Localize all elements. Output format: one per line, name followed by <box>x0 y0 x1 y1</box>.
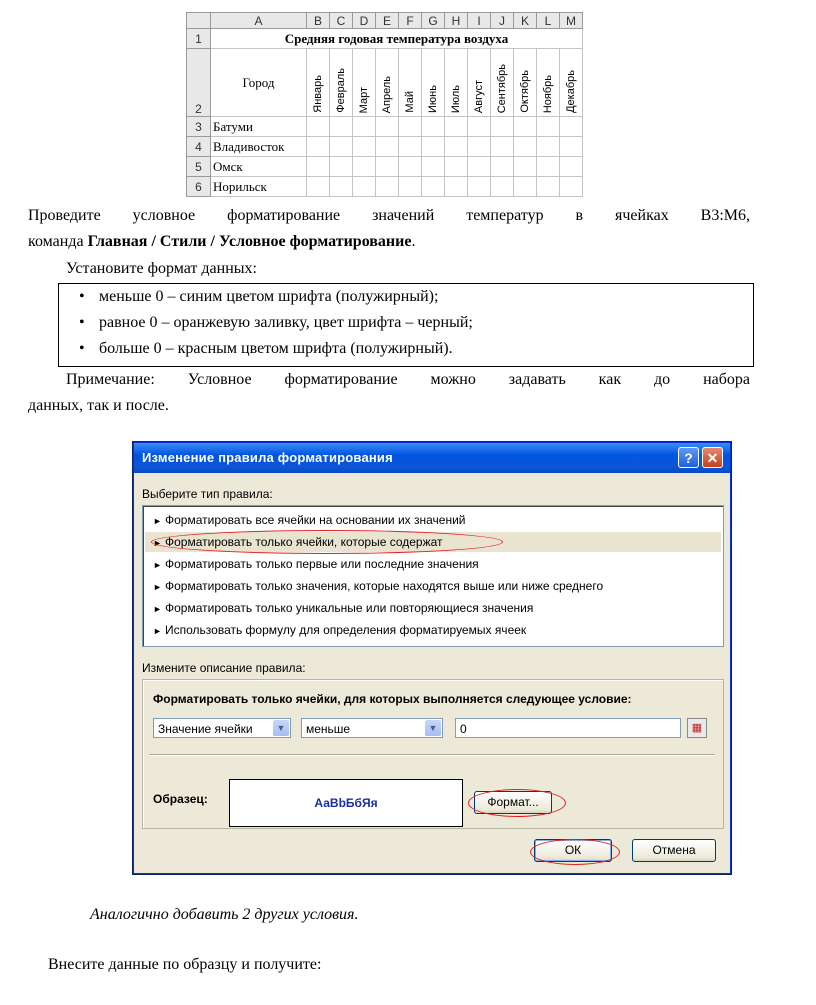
data-cell[interactable] <box>445 177 468 197</box>
month-header-cell[interactable]: Декабрь <box>560 49 583 117</box>
rule-text: больше 0 – красным цветом шрифта (полужирный). <box>99 340 453 357</box>
collapse-dialog-icon[interactable]: ▦ <box>687 718 707 738</box>
city-cell[interactable]: Норильск <box>211 177 307 197</box>
divider <box>149 754 715 756</box>
arrow-right-icon: ► <box>153 582 162 592</box>
data-cell[interactable] <box>468 137 491 157</box>
data-cell[interactable] <box>376 177 399 197</box>
instruction-command-path: Главная / Стили / Условное форматирование <box>87 233 412 250</box>
bullet-icon: • <box>79 340 85 357</box>
comparison-operator-dropdown[interactable] <box>301 718 443 738</box>
data-cell[interactable] <box>445 137 468 157</box>
data-cell[interactable] <box>514 177 537 197</box>
rule-type-label: Форматировать только ячейки, которые содержат <box>165 535 443 549</box>
data-cell[interactable] <box>491 177 514 197</box>
arrow-right-icon: ► <box>153 516 162 526</box>
data-cell[interactable] <box>560 117 583 137</box>
format-preview: АаВbБбЯя <box>229 779 463 827</box>
rule-type-label: Форматировать все ячейки на основании их значений <box>165 513 466 527</box>
comparison-operator-value: меньше <box>306 722 351 736</box>
data-cell[interactable] <box>422 157 445 177</box>
data-cell[interactable] <box>514 137 537 157</box>
city-header-cell[interactable]: Город <box>211 49 307 117</box>
arrow-right-icon: ► <box>153 560 162 570</box>
rule-list-item <box>79 336 753 362</box>
ok-button[interactable]: ОК <box>534 839 612 862</box>
arrow-right-icon: ► <box>153 538 162 548</box>
rule-text: равное 0 – оранжевую заливку, цвет шрифта – черный; <box>99 314 473 331</box>
sheet-corner[interactable] <box>187 13 211 29</box>
condition-heading: Форматировать только ячейки, для которых выполняется следующее условие: <box>153 692 632 706</box>
data-cell[interactable] <box>491 117 514 137</box>
condition-value-input[interactable]: 0 <box>455 718 681 738</box>
rules-list <box>59 284 753 362</box>
data-cell[interactable] <box>399 157 422 177</box>
sheet-title-cell[interactable]: Средняя годовая температура воздуха <box>211 29 583 49</box>
data-cell[interactable] <box>468 157 491 177</box>
annotation-oval <box>530 839 620 865</box>
edit-formatting-rule-dialog <box>133 442 731 874</box>
month-header-cell[interactable]: Апрель <box>376 49 399 117</box>
column-header[interactable]: I <box>468 13 491 29</box>
column-header[interactable]: A <box>211 13 307 29</box>
format-button[interactable]: Формат... <box>474 791 552 814</box>
rule-type-item[interactable] <box>153 598 719 618</box>
rule-type-item[interactable] <box>153 620 719 640</box>
rule-text: меньше 0 – синим цветом шрифта (полужирный); <box>99 288 439 305</box>
month-header-cell[interactable]: Июнь <box>422 49 445 117</box>
instruction-command-prefix: команда <box>28 233 88 250</box>
column-header[interactable]: C <box>330 13 353 29</box>
bullet-icon: • <box>79 288 85 305</box>
month-header-cell[interactable]: Сентябрь <box>491 49 514 117</box>
column-header[interactable]: H <box>445 13 468 29</box>
column-header[interactable]: K <box>514 13 537 29</box>
note-line-2: данных, так и после. <box>28 397 169 414</box>
month-header-cell[interactable]: Февраль <box>330 49 353 117</box>
arrow-right-icon: ► <box>153 604 162 614</box>
row-header[interactable]: 1 <box>187 29 211 49</box>
column-header[interactable]: L <box>537 13 560 29</box>
data-cell[interactable] <box>376 137 399 157</box>
rule-list-item <box>79 310 753 336</box>
month-header-cell[interactable]: Май <box>399 49 422 117</box>
dialog-titlebar[interactable] <box>134 443 730 473</box>
rule-list-item <box>79 284 753 310</box>
column-header[interactable]: M <box>560 13 583 29</box>
month-header-cell[interactable]: Август <box>468 49 491 117</box>
column-header[interactable]: D <box>353 13 376 29</box>
city-cell[interactable]: Омск <box>211 157 307 177</box>
rule-type-label: Использовать формулу для определения форматируемых ячеек <box>165 623 527 637</box>
column-header[interactable]: B <box>307 13 330 29</box>
row-header[interactable]: 6 <box>187 177 211 197</box>
data-cell[interactable] <box>560 137 583 157</box>
help-button[interactable]: ? <box>678 447 699 468</box>
data-cell[interactable] <box>307 157 330 177</box>
data-cell[interactable] <box>330 157 353 177</box>
data-cell[interactable] <box>330 177 353 197</box>
data-cell[interactable] <box>353 137 376 157</box>
data-cell[interactable] <box>353 117 376 137</box>
annotation-oval <box>468 789 566 817</box>
rule-type-label: Форматировать только уникальные или повторяющиеся значения <box>165 601 534 615</box>
data-cell[interactable] <box>399 177 422 197</box>
edit-description-label: Измените описание правила: <box>142 661 306 675</box>
rule-type-item[interactable] <box>153 554 719 574</box>
condition-source-value: Значение ячейки <box>158 722 253 736</box>
set-format-text: Установите формат данных: <box>66 260 257 277</box>
row-header[interactable]: 2 <box>187 49 211 117</box>
data-cell[interactable] <box>537 177 560 197</box>
data-cell[interactable] <box>376 117 399 137</box>
data-cell[interactable] <box>514 157 537 177</box>
data-cell[interactable] <box>307 117 330 137</box>
rules-box <box>58 283 754 367</box>
annotation-oval <box>151 530 503 554</box>
data-cell[interactable] <box>560 177 583 197</box>
month-header-cell[interactable]: Октябрь <box>514 49 537 117</box>
similarly-note: Аналогично добавить 2 других условия. <box>90 906 359 923</box>
row-header[interactable]: 3 <box>187 117 211 137</box>
data-cell[interactable] <box>445 117 468 137</box>
data-cell[interactable] <box>537 137 560 157</box>
note-line-1: Примечание: Условное форматирование можно задавать как до набора <box>66 371 750 388</box>
rule-type-label: Форматировать только значения, которые находятся выше или ниже среднего <box>165 579 604 593</box>
column-header[interactable]: J <box>491 13 514 29</box>
data-cell[interactable] <box>353 177 376 197</box>
data-cell[interactable] <box>491 137 514 157</box>
instruction-command-suffix: . <box>411 233 416 250</box>
column-header[interactable]: G <box>422 13 445 29</box>
data-cell[interactable] <box>422 117 445 137</box>
column-header[interactable]: F <box>399 13 422 29</box>
chevron-down-icon[interactable]: ▼ <box>273 720 289 736</box>
data-cell[interactable] <box>422 137 445 157</box>
dialog-title: Изменение правила форматирования <box>142 450 393 465</box>
rule-type-label: Форматировать только первые или последние значения <box>165 557 479 571</box>
bullet-icon: • <box>79 314 85 331</box>
data-cell[interactable] <box>491 157 514 177</box>
enter-data-instruction: Внесите данные по образцу и получите: <box>48 956 322 973</box>
data-cell[interactable] <box>399 137 422 157</box>
row-header[interactable]: 5 <box>187 157 211 177</box>
city-cell[interactable]: Владивосток <box>211 137 307 157</box>
instruction-line-1: Проведите условное форматирование значений температур в ячейках B3:M6, <box>28 207 750 224</box>
data-cell[interactable] <box>560 157 583 177</box>
data-cell[interactable] <box>468 177 491 197</box>
arrow-right-icon: ► <box>153 626 162 636</box>
city-cell[interactable]: Батуми <box>211 117 307 137</box>
data-cell[interactable] <box>468 117 491 137</box>
month-header-cell[interactable]: Март <box>353 49 376 117</box>
data-cell[interactable] <box>330 137 353 157</box>
close-button[interactable]: ✕ <box>702 447 723 468</box>
data-cell[interactable] <box>330 117 353 137</box>
instruction-line-2 <box>28 229 750 255</box>
rule-type-item[interactable] <box>153 576 719 596</box>
data-cell[interactable] <box>514 117 537 137</box>
month-header-cell[interactable]: Июль <box>445 49 468 117</box>
chevron-down-icon[interactable]: ▼ <box>425 720 441 736</box>
cancel-button[interactable]: Отмена <box>632 839 716 862</box>
preview-label: Образец: <box>153 792 208 806</box>
data-cell[interactable] <box>537 157 560 177</box>
data-cell[interactable] <box>376 157 399 177</box>
month-header-cell[interactable]: Январь <box>307 49 330 117</box>
spreadsheet <box>186 12 583 197</box>
month-header-cell[interactable]: Ноябрь <box>537 49 560 117</box>
data-cell[interactable] <box>422 177 445 197</box>
data-cell[interactable] <box>307 177 330 197</box>
rule-type-list[interactable] <box>142 505 724 647</box>
row-header[interactable]: 4 <box>187 137 211 157</box>
data-cell[interactable] <box>399 117 422 137</box>
condition-source-dropdown[interactable] <box>153 718 291 738</box>
column-header[interactable]: E <box>376 13 399 29</box>
data-cell[interactable] <box>537 117 560 137</box>
data-cell[interactable] <box>445 157 468 177</box>
data-cell[interactable] <box>307 137 330 157</box>
select-rule-type-label: Выберите тип правила: <box>142 487 273 501</box>
rule-type-item[interactable] <box>153 510 719 530</box>
data-cell[interactable] <box>353 157 376 177</box>
